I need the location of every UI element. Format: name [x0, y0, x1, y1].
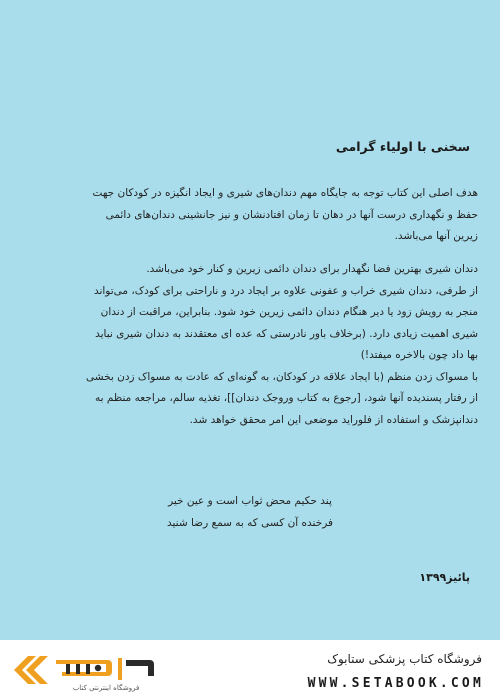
- store-footer: [0, 640, 500, 700]
- store-name: فروشگاه کتاب پزشکی ستابوک: [327, 652, 482, 666]
- intro-paragraph: [22, 183, 478, 248]
- poem-line: فرخنده آن کسی که به سمع رضا شنید: [166, 517, 334, 529]
- poem-line: پند حکیم محض ثواب است و عین خیر: [168, 495, 332, 507]
- body-paragraph: [22, 259, 478, 431]
- paragraph-line: زیرین آنها می‌باشد.: [394, 230, 478, 242]
- paragraph-line: از رفتار پسندیده آنها شود، [رجوع به کتاب وروجک دندان]]، تغذیه سالم، مراجعه منظم به: [95, 392, 478, 404]
- paragraph-line: بها داد چون بالاخره میفتد!): [360, 349, 478, 361]
- paragraph-line: هدف اصلی این کتاب توجه به جایگاه مهم دندان‌های شیری و ایجاد انگیزه در کودکان جهت: [92, 187, 478, 199]
- paragraph-line: منجر به رویش زود یا دیر هنگام دندان دائمی زیرین خود شود. بنابراین، مراقبت از دندان: [100, 306, 478, 318]
- paragraph-line: از طرفی، دندان شیری خراب و عفونی علاوه بر ایجاد درد و ناراحتی برای کودک، می‌تواند: [93, 284, 478, 297]
- logo-icon: [10, 646, 160, 694]
- store-url-link[interactable]: WWW.SETABOOK.COM: [307, 676, 484, 691]
- store-logo[interactable]: [10, 646, 160, 694]
- page-heading: سخنی با اولیاء گرامی: [335, 139, 470, 154]
- date-signature: پائیز۱۳۹۹: [419, 571, 470, 584]
- paragraph-line: دندان شیری بهترین فضا نگهدار برای دندان دائمی زیرین و کنار خود می‌باشد.: [146, 263, 478, 275]
- paragraph-line: شیری اهمیت زیادی دارد. (برخلاف باور نادرستی که عده ای معتقدند به دندان شیری نباید: [95, 327, 478, 340]
- logo-subtext: فروشگاه اینترنتی کتاب: [72, 684, 140, 692]
- poem: [22, 490, 478, 534]
- paragraph-line: با مسواک زدن منظم (با ایجاد علاقه در کودکان، به گونه‌ای که عادت به مسواک زدن بخشی: [85, 370, 478, 383]
- paragraph-line: حفظ و نگهداری درست آنها در دهان تا زمان افتادنشان و نیز جانشینی دندان‌های دائمی: [105, 208, 478, 221]
- page-content: [22, 0, 478, 640]
- paragraph-line: دندانپزشک و استفاده از فلوراید موضعی این امر محقق خواهد شد.: [189, 413, 478, 426]
